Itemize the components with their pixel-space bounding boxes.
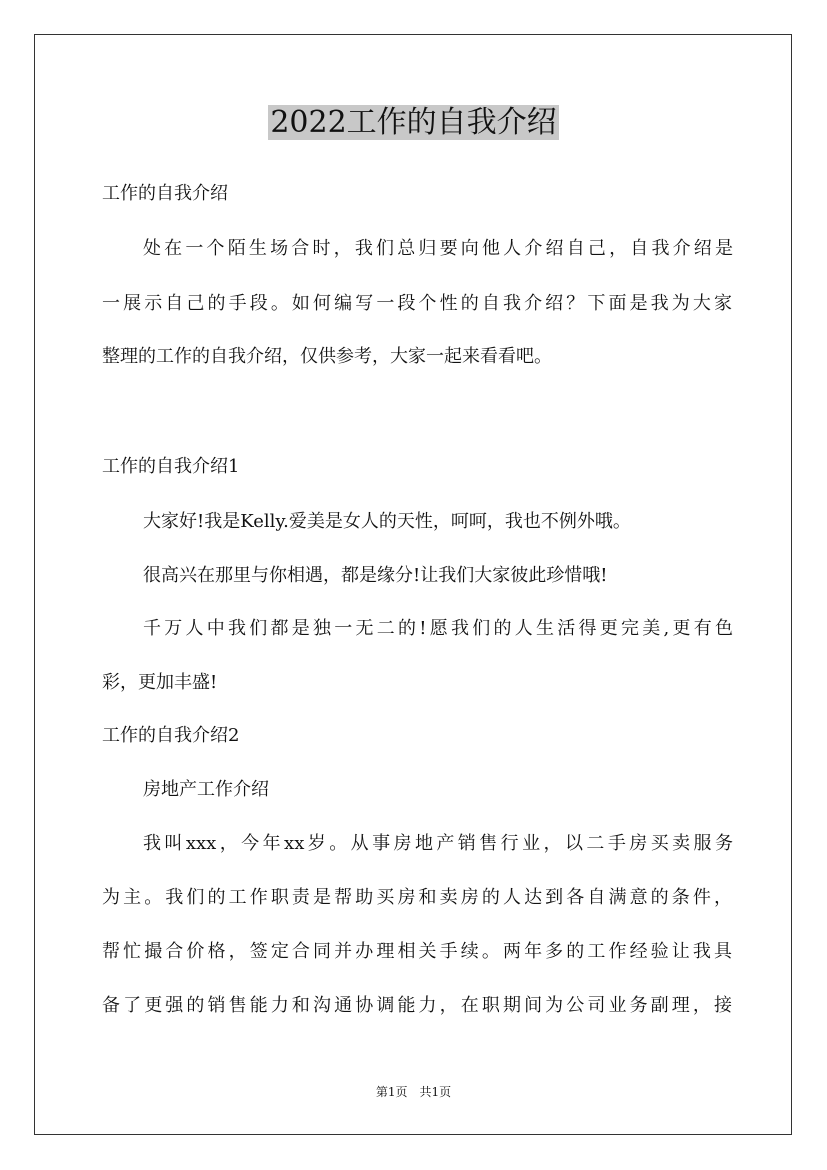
- section2-paragraph-line: 为主。我们的工作职责是帮助买房和卖房的人达到各自满意的条件，: [102, 887, 732, 908]
- section1-paragraph1: 大家好!我是Kelly.爱美是女人的天性，呵呵，我也不例外哦。: [143, 511, 631, 532]
- section2-paragraph-line: 备了更强的销售能力和沟通协调能力，在职期间为公司业务副理，接: [102, 995, 732, 1016]
- section2-paragraph-line: 我叫xxx，今年xx岁。从事房地产销售行业，以二手房买卖服务: [143, 833, 733, 854]
- section1-paragraph3-line: 彩，更加丰盛!: [102, 672, 218, 693]
- section2-paragraph-line: 帮忙撮合价格，签定合同并办理相关手续。两年多的工作经验让我具: [102, 941, 732, 962]
- document-title-text: 2022工作的自我介绍: [270, 105, 557, 140]
- section1-paragraph2: 很高兴在那里与你相遇，都是缘分!让我们大家彼此珍惜哦!: [143, 565, 608, 586]
- intro-paragraph-line: 处在一个陌生场合时，我们总归要向他人介绍自己，自我介绍是: [143, 238, 733, 259]
- intro-paragraph-line: 一展示自己的手段。如何编写一段个性的自我介绍？下面是我为大家: [102, 293, 732, 314]
- section1-paragraph3-line: 千万人中我们都是独一无二的!愿我们的人生活得更完美,更有色: [143, 618, 733, 639]
- document-title: [0, 103, 827, 143]
- section2-subheading: 房地产工作介绍: [143, 779, 269, 800]
- intro-paragraph-line: 整理的工作的自我介绍，仅供参考，大家一起来看看吧。: [102, 346, 552, 367]
- page-footer: 第1页 共1页: [375, 1085, 452, 1099]
- section2-heading: 工作的自我介绍2: [102, 725, 240, 746]
- intro-heading: 工作的自我介绍: [102, 183, 228, 204]
- section1-heading: 工作的自我介绍1: [102, 456, 240, 477]
